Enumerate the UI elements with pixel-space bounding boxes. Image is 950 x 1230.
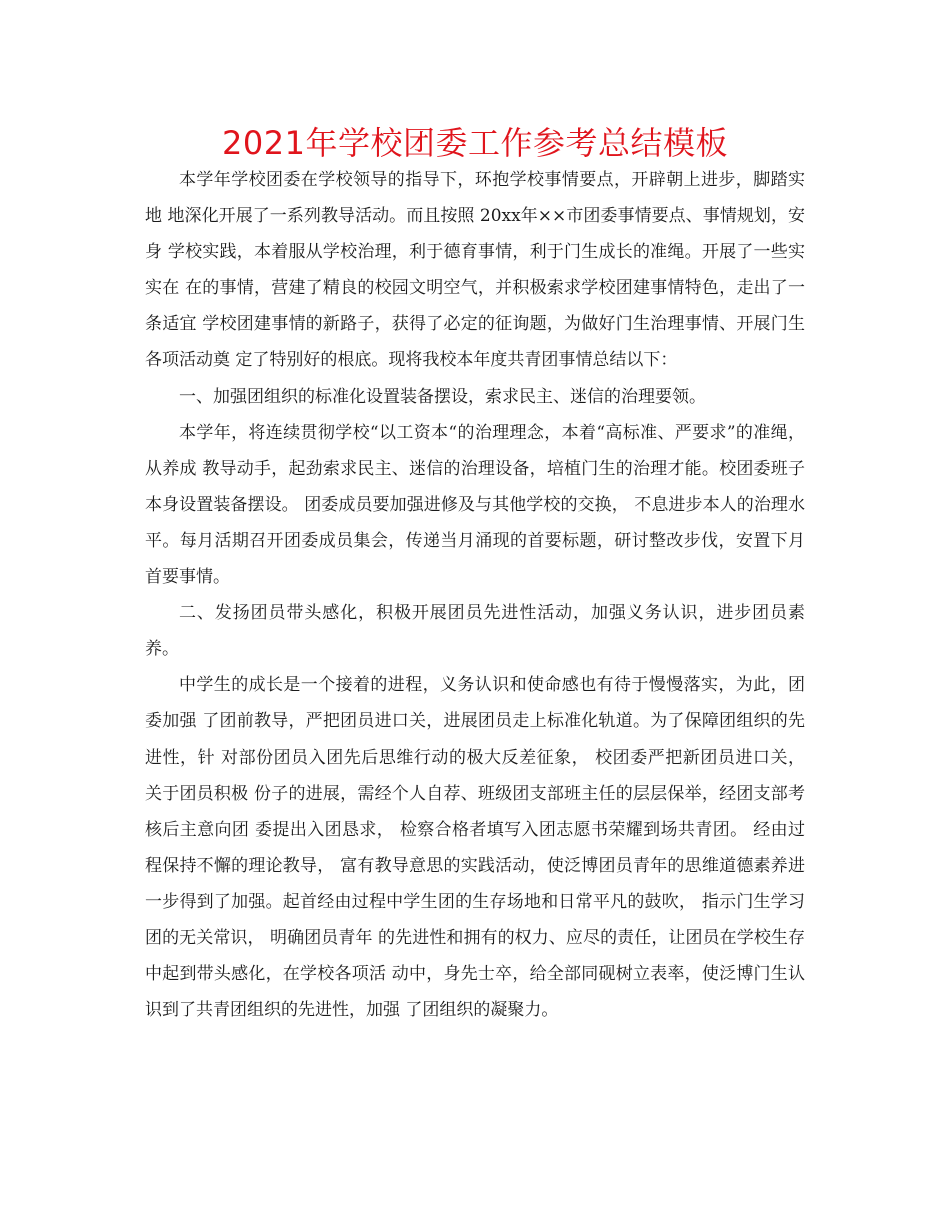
paragraph-intro: 本学年学校团委在学校领导的指导下，环抱学校事情要点，开辟朝上进步，脚踏实地 地深化开展了一系列教导活动。而且按照 20xx年××市团委事情要点、事情规划，安身 学校实践，本着服从学校治理，利于德育事情，利于门生成长的准绳。开展了一些实实在 在的事情，营建了精良的校园文明空气，并积极索求学校团建事情特色，走出了一条适宜 学校团建事情的新路子，获得了必定的征询题，为做好门生治理事情、开展门生各项活动奠 定了特别好的根底。现将我校本年度共青团事情总结以下： [145, 170, 805, 371]
paragraph-heading-1: 一、加强团组织的标准化设置装备摆设，索求民主、迷信的治理要领。 [179, 386, 706, 407]
paragraph-section-1: 本学年，将连续贯彻学校“以工资本“的治理理念，本着“高标准、严要求”的准绳，从养成 教导动手，起劲索求民主、迷信的治理设备，培植门生的治理才能。校团委班子本身设置装备摆设。 团委成员要加强进修及与其他学校的交换， 不息进步本人的治理水 平。每月活期召开团委成员集会，传递当月涌现的首要标题，研讨整改步伐，安置下月 首要事情。 [145, 422, 805, 588]
page-title: 2021年学校团委工作参考总结模板 [222, 124, 728, 162]
document-body [145, 162, 805, 1028]
paragraph-heading-2: 二、发扬团员带头感化，积极开展团员先进性活动，加强义务认识，进步团员素养。 [145, 603, 805, 660]
paragraph-section-2: 中学生的成长是一个接着的进程，义务认识和使命感也有待于慢慢落实，为此，团委加强 了团前教导，严把团员进口关，进展团员走上标准化轨道。为了保障团组织的先进性，针 对部份团员入团先后思维行动的极大反差征象， 校团委严把新团员进口关， 关于团员积极 份子的进展，需经个人自荐、班级团支部班主任的层层保举，经团支部考核后主意向团 委提出入团恳求， 检察合格者填写入团志愿书荣耀到场共青团。 经由过程保持不懈的理论教导， 富有教导意思的实践活动，使泛博团员青年的思维道德素养进一步得到了加强。起首经由过程中学生团的生存场地和日常平凡的鼓吹， 指示门生学习团的无关常识， 明确团员青年 的先进性和拥有的权力、应尽的责任，让团员在学校生存中起到带头感化，在学校各项活 动中，身先士卒，给全部同砚树立表率，使泛博门生认识到了共青团组织的先进性，加强 了团组织的凝聚力。 [145, 675, 805, 1021]
